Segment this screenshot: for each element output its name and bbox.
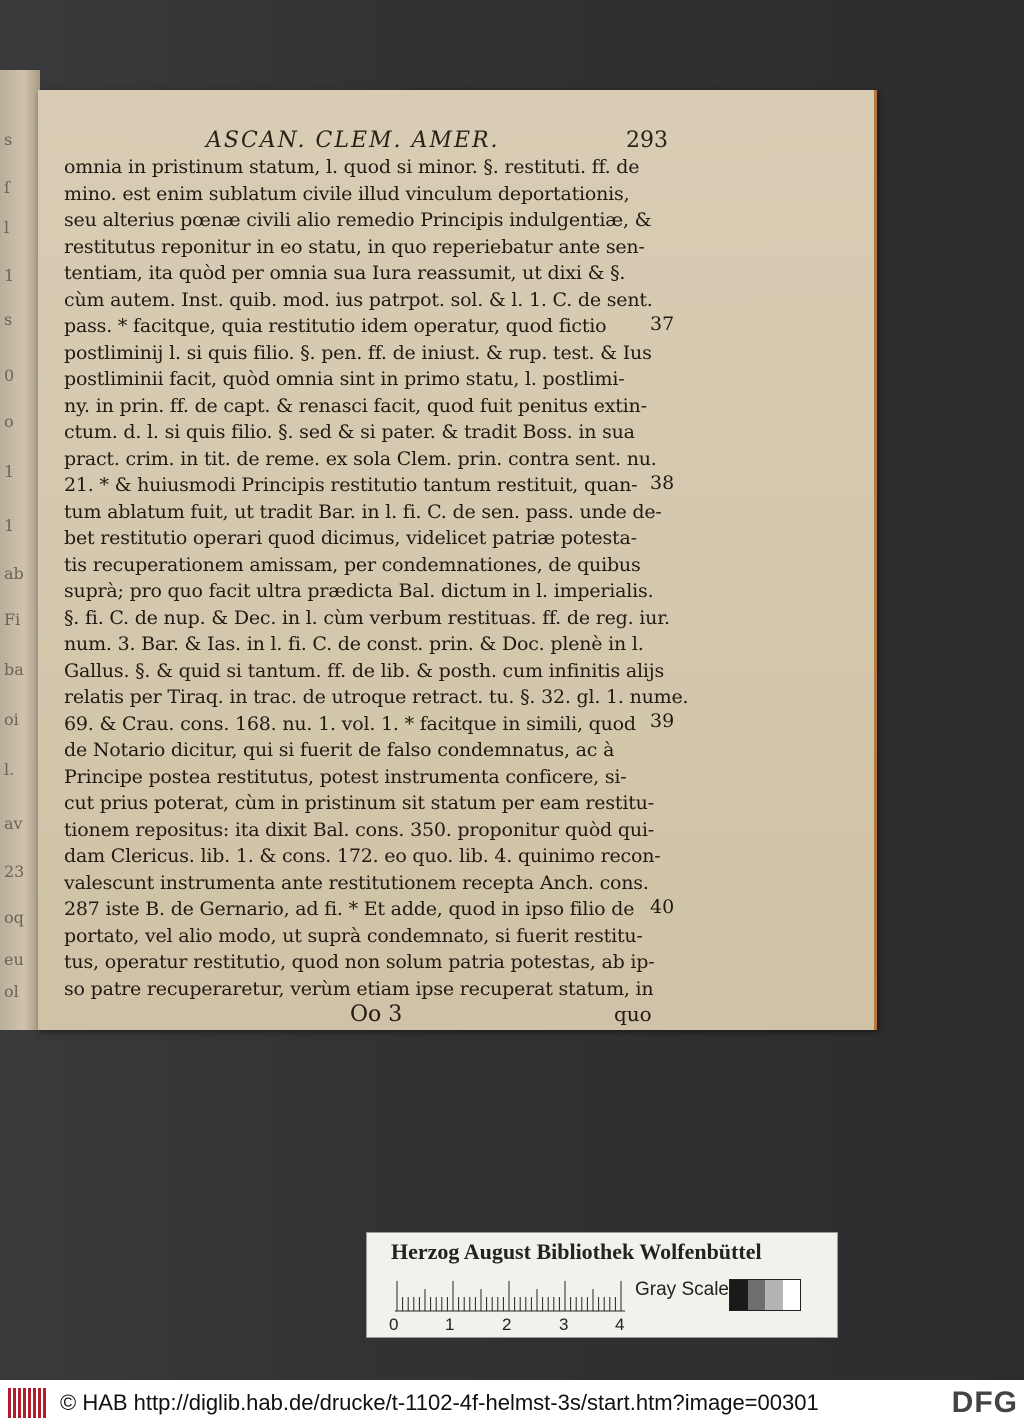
page-text	[64, 154, 689, 1002]
facing-page-fragment: Fi	[4, 610, 21, 629]
text-line: cut prius poterat, cùm in pristinum sit statum per eam restitu-	[64, 792, 654, 814]
footer-bar	[0, 1380, 1024, 1426]
text-line: Gallus. §. & quid si tantum. ff. de lib. & posth. cum infinitis alijs	[64, 659, 665, 682]
gray-scale-label: Gray Scale	[635, 1279, 729, 1300]
text-line: tus, operatur restitutio, quod non solum patria potestas, ab ip-	[64, 951, 655, 973]
text-line: tionem repositus: ita dixit Bal. cons. 350. proponitur quòd qui-	[64, 818, 654, 841]
text-line: 69. & Crau. cons. 168. nu. 1. vol. 1. * facitque in simili, quod	[64, 712, 636, 735]
facing-page-fragment: s	[4, 310, 13, 329]
text-line: de Notario dicitur, qui si fuerit de falso condemnatus, ac à	[64, 739, 615, 761]
copyright-url[interactable]: © HAB http://diglib.hab.de/drucke/t-1102-4f-helmst-3s/start.htm?image=00301	[60, 1390, 819, 1415]
text-line: ny. in prin. ff. de capt. & renasci facit, quod fuit penitus extin-	[64, 394, 647, 417]
gray-swatch	[783, 1280, 801, 1310]
gray-swatch	[748, 1280, 766, 1310]
ruler-number: 0	[389, 1315, 399, 1334]
facing-page-fragment: l.	[4, 760, 15, 779]
text-line: tum ablatum fuit, ut tradit Bar. in l. fi. C. de sen. pass. unde de-	[64, 500, 662, 523]
text-line: restitutus reponitur in eo statu, in quo reperiebatur ante sen-	[64, 235, 645, 258]
facing-page-fragment: ba	[4, 660, 24, 679]
text-line: ctum. d. l. si quis filio. §. sed & si pater. & tradit Boss. in sua	[64, 421, 635, 443]
ruler-number: 1	[445, 1315, 455, 1334]
facing-page-edge	[0, 70, 40, 1030]
text-line: postliminij l. si quis filio. §. pen. ff. de iniust. & rup. test. & Ius	[64, 341, 652, 364]
text-line: valescunt instrumenta ante restitutionem recepta Anch. cons.	[64, 871, 649, 894]
library-name: Herzog August Bibliothek Wolfenbüttel	[391, 1239, 762, 1264]
facing-page-fragment: 1	[4, 266, 15, 285]
text-line: Principe postea restitutus, potest instrumenta conficere, si-	[64, 765, 627, 788]
text-line: postliminii facit, quòd omnia sint in primo statu, l. postlimi-	[64, 368, 625, 390]
text-line: seu alterius pœnæ civili alio remedio Principis indulgentiæ, &	[64, 209, 652, 231]
facing-page-fragment: eu	[4, 950, 24, 969]
facing-page-fragment: s	[4, 130, 13, 149]
facing-page-fragment: av	[4, 814, 23, 833]
margin-number: 40	[650, 896, 675, 918]
library-color-card	[366, 1232, 838, 1338]
text-line: portato, vel alio modo, ut suprà condemnato, si fuerit restitu-	[64, 924, 643, 947]
facing-page-fragment: o	[4, 412, 14, 431]
dfg-logo: DFG	[951, 1386, 1018, 1419]
facing-page-fragment: 1	[4, 516, 15, 535]
measuring-ruler	[395, 1277, 625, 1313]
hab-logo-icon	[8, 1388, 48, 1418]
text-line: dam Clericus. lib. 1. & cons. 172. eo quo. lib. 4. quinimo recon-	[64, 845, 661, 867]
margin-number: 37	[650, 313, 675, 335]
text-line: num. 3. Bar. & Ias. in l. fi. C. de const. prin. & Doc. plenè in l.	[64, 633, 644, 655]
gray-swatch	[765, 1280, 783, 1310]
facing-page-fragment: 1	[4, 462, 15, 481]
facing-page-fragment: 0	[4, 366, 15, 385]
text-line: 287 iste B. de Gernario, ad fi. * Et adde, quod in ipso filio de	[64, 898, 635, 920]
gray-swatch	[730, 1280, 748, 1310]
ruler-number: 4	[615, 1315, 625, 1334]
catchword: quo	[614, 1002, 652, 1026]
text-line: omnia in pristinum statum, l. quod si minor. §. restituti. ff. de	[64, 156, 640, 178]
facing-page-fragment: 23	[4, 862, 25, 881]
text-line: bet restitutio operari quod dicimus, videlicet patriæ potesta-	[64, 527, 637, 549]
facing-page-fragment: ol	[4, 982, 19, 1001]
text-line: relatis per Tiraq. in trac. de utroque retract. tu. §. 32. gl. 1. nume.	[64, 686, 689, 708]
margin-number: 38	[650, 472, 675, 494]
facing-page-fragment: oq	[4, 908, 24, 927]
margin-number: 39	[650, 710, 675, 732]
facing-page-fragment: ſ	[4, 178, 10, 197]
text-line: §. fi. C. de nup. & Dec. in l. cùm verbum restituas. ff. de reg. iur.	[64, 606, 670, 629]
text-line: mino. est enim sublatum civile illud vinculum deportationis,	[64, 182, 630, 205]
gray-scale-swatches	[729, 1279, 801, 1311]
ruler-number: 2	[502, 1315, 512, 1334]
text-line: so patre recuperaretur, verùm etiam ipse recuperat statum, in	[64, 977, 654, 1000]
text-line: suprà; pro quo facit ultra prædicta Bal. dictum in l. imperialis.	[64, 580, 654, 602]
facing-page-fragment: oi	[4, 710, 19, 729]
text-line: cùm autem. Inst. quib. mod. ius patrpot. sol. & l. 1. C. de sent.	[64, 288, 653, 311]
facing-page-fragment: ab	[4, 564, 24, 583]
ruler-number: 3	[559, 1315, 569, 1334]
running-head: ASCAN. CLEM. AMER.	[206, 128, 500, 153]
facing-page-fragment: l	[4, 218, 10, 237]
text-line: pract. crim. in tit. de reme. ex sola Clem. prin. contra sent. nu.	[64, 447, 657, 470]
text-line: pass. * facitque, quia restitutio idem operatur, quod fictio	[64, 315, 607, 337]
signature-mark: Oo 3	[350, 1002, 403, 1027]
text-line: tis recuperationem amissam, per condemnationes, de quibus	[64, 553, 641, 576]
page-number: 293	[626, 128, 668, 153]
text-line: 21. * & huiusmodi Principis restitutio tantum restituit, quan-	[64, 474, 638, 496]
text-line: tentiam, ita quòd per omnia sua Iura reassumit, ut dixi & §.	[64, 262, 626, 284]
